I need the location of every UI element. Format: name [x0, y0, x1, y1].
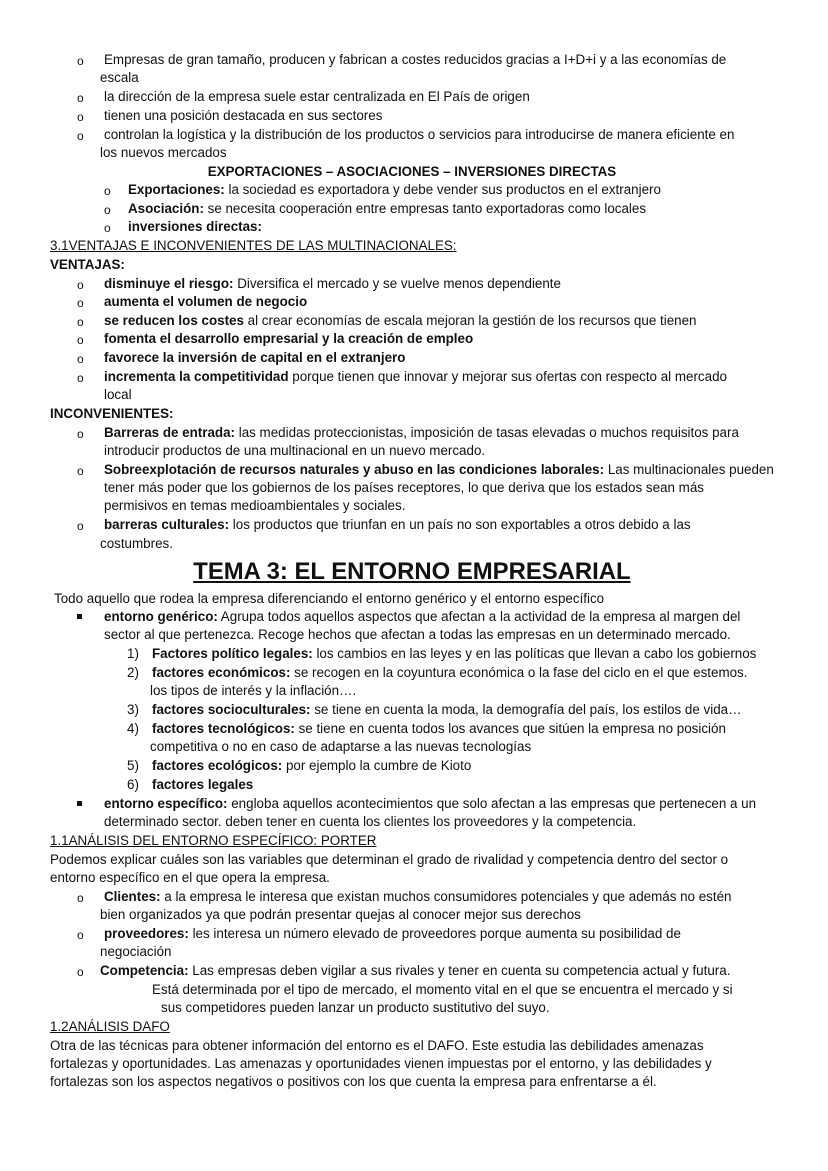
- circle-bullet-icon: o: [77, 333, 84, 347]
- numbered-item: factores socioculturales: se tiene en cuenta la moda, la demografía del país, los estilos de vida…: [152, 702, 742, 717]
- subheading-ventajas: VENTAJAS:: [50, 257, 125, 272]
- paragraph-continued: fortalezas y oportunidades. Las amenazas y oportunidades vienen impuestas por el entorno, y las debilidades y: [50, 1056, 712, 1071]
- numbered-item: Factores político legales: los cambios en las leyes y en las políticas que llevan a cabo los gobiernos: [152, 646, 757, 661]
- paragraph-continued: fortalezas son los aspectos negativos o positivos con los que cuenta la empresa para enfrentarse a él.: [50, 1074, 657, 1089]
- numbered-item: factores económicos: se recogen en la coyuntura económica o la fase del ciclo en el que estemos.: [152, 665, 748, 680]
- section-subheading: EXPORTACIONES – ASOCIACIONES – INVERSIONES DIRECTAS: [207, 164, 617, 179]
- circle-bullet-icon: o: [104, 203, 111, 217]
- list-item: aumenta el volumen de negocio: [104, 294, 308, 309]
- section-heading: 3.1VENTAJAS E INCONVENIENTES DE LAS MULTINACIONALES:: [50, 238, 457, 253]
- list-item: incrementa la competitividad porque tienen que innovar y mejorar sus ofertas con respecto al mercado: [104, 369, 727, 384]
- list-item-continued: local: [104, 387, 132, 402]
- list-item-continued: Está determinada por el tipo de mercado, el momento vital en el que se encuentra el mercado y si: [152, 982, 733, 997]
- circle-bullet-icon: o: [77, 129, 84, 143]
- circle-bullet-icon: o: [77, 296, 84, 310]
- list-item-continued: sector al que pertenezca. Recoge hechos que afectan a todas las empresas en un determinado mercado.: [104, 627, 731, 642]
- paragraph: Otra de las técnicas para obtener información del entorno es el DAFO. Este estudia las debilidades amenazas: [50, 1038, 704, 1053]
- list-item: Empresas de gran tamaño, producen y fabrican a costes reducidos gracias a I+D+i y a las economías de: [104, 52, 727, 67]
- numbered-item-continued: los tipos de interés y la inflación….: [150, 683, 357, 698]
- list-item-continued: escala: [100, 70, 139, 85]
- list-item: proveedores: les interesa un número elevado de proveedores porque aumenta su posibilidad de: [104, 926, 681, 941]
- numbered-item-marker: 2): [127, 665, 139, 680]
- list-item: Exportaciones: la sociedad es exportadora y debe vender sus productos en el extranjero: [128, 182, 661, 197]
- subheading-inconvenientes: INCONVENIENTES:: [50, 406, 174, 421]
- numbered-item-continued: competitiva o no en caso de adaptarse a las nuevas tecnologías: [150, 739, 532, 754]
- numbered-item-marker: 1): [127, 646, 139, 661]
- list-item-continued: los nuevos mercados: [100, 145, 227, 160]
- square-bullet-icon: [77, 801, 82, 806]
- list-item-continued: sus competidores pueden lanzar un producto sustitutivo del suyo.: [161, 1000, 550, 1015]
- circle-bullet-icon: o: [77, 427, 84, 441]
- numbered-item: factores tecnológicos: se tiene en cuenta todos los avances que sitúen la empresa no posición: [152, 721, 726, 736]
- section-heading: 1.1ANÁLISIS DEL ENTORNO ESPECÍFICO: PORTER: [50, 833, 377, 848]
- list-item: disminuye el riesgo: Diversifica el mercado y se vuelve menos dependiente: [104, 276, 561, 291]
- paragraph: Podemos explicar cuáles son las variables que determinan el grado de rivalidad y competencia dentro del sector o: [50, 852, 729, 867]
- list-item: barreras culturales: los productos que triunfan en un país no son exportables a otros debido a las: [104, 517, 691, 532]
- list-item: entorno genérico: Agrupa todos aquellos aspectos que afectan a la actividad de la empresa al margen del: [104, 609, 741, 624]
- circle-bullet-icon: o: [77, 891, 84, 905]
- list-item: se reducen los costes al crear economías de escala mejoran la gestión de los recursos que tienen: [104, 313, 697, 328]
- circle-bullet-icon: o: [77, 91, 84, 105]
- paragraph: Todo aquello que rodea la empresa diferenciando el entorno genérico y el entorno específico: [54, 591, 605, 606]
- circle-bullet-icon: o: [77, 464, 84, 478]
- circle-bullet-icon: o: [77, 519, 84, 533]
- circle-bullet-icon: o: [77, 928, 84, 942]
- chapter-title: TEMA 3: EL ENTORNO EMPRESARIAL: [193, 558, 631, 585]
- circle-bullet-icon: o: [77, 278, 84, 292]
- list-item: Clientes: a la empresa le interesa que existan muchos consumidores potenciales y que además no estén: [104, 889, 732, 904]
- list-item-continued: permisivos en temas medioambientales y sociales.: [104, 498, 406, 513]
- list-item: Competencia: Las empresas deben vigilar a sus rivales y tener en cuenta su competencia actual y futura.: [100, 963, 731, 978]
- list-item: favorece la inversión de capital en el extranjero: [104, 350, 406, 365]
- list-item: entorno específico: engloba aquellos acontecimientos que solo afectan a las empresas que pertenecen a un: [104, 796, 757, 811]
- list-item: tienen una posición destacada en sus sectores: [104, 108, 383, 123]
- circle-bullet-icon: o: [77, 965, 84, 979]
- list-item: controlan la logística y la distribución de los productos o servicios para introducirse de manera eficiente en: [104, 127, 735, 142]
- paragraph-continued: entorno específico en el que opera la empresa.: [50, 870, 330, 885]
- circle-bullet-icon: o: [104, 221, 111, 235]
- list-item-continued: tener más poder que los gobiernos de los países receptores, lo que deriva que los estados sean más: [104, 480, 704, 495]
- list-item-continued: introducir productos de una multinacional en un nuevo mercado.: [104, 443, 486, 458]
- circle-bullet-icon: o: [77, 54, 84, 68]
- circle-bullet-icon: o: [77, 371, 84, 385]
- circle-bullet-icon: o: [77, 110, 84, 124]
- numbered-item-marker: 4): [127, 721, 139, 736]
- section-heading: 1.2ANÁLISIS DAFO: [50, 1019, 170, 1034]
- square-bullet-icon: [77, 614, 82, 619]
- circle-bullet-icon: o: [77, 352, 84, 366]
- list-item: fomenta el desarrollo empresarial y la creación de empleo: [104, 331, 474, 346]
- list-item: la dirección de la empresa suele estar centralizada en El País de origen: [104, 89, 530, 104]
- numbered-item-marker: 3): [127, 702, 139, 717]
- numbered-item: factores legales: [152, 777, 254, 792]
- list-item: Barreras de entrada: las medidas proteccionistas, imposición de tasas elevadas o muchos requisitos para: [104, 425, 739, 440]
- list-item: inversiones directas:: [128, 219, 262, 234]
- numbered-item-marker: 6): [127, 777, 139, 792]
- list-item: Asociación: se necesita cooperación entre empresas tanto exportadoras como locales: [128, 201, 647, 216]
- numbered-item: factores ecológicos: por ejemplo la cumbre de Kioto: [152, 758, 472, 773]
- circle-bullet-icon: o: [77, 315, 84, 329]
- numbered-item-marker: 5): [127, 758, 139, 773]
- list-item-continued: costumbres.: [100, 536, 173, 551]
- list-item-continued: bien organizados ya que podrán presentar quejas al conocer mejor sus derechos: [100, 907, 581, 922]
- list-item-continued: determinado sector. deben tener en cuenta los clientes los proveedores y la competencia.: [104, 814, 637, 829]
- list-item-continued: negociación: [100, 944, 172, 959]
- circle-bullet-icon: o: [104, 184, 111, 198]
- list-item: Sobreexplotación de recursos naturales y abuso en las condiciones laborales: Las multinacionales pueden: [104, 462, 774, 477]
